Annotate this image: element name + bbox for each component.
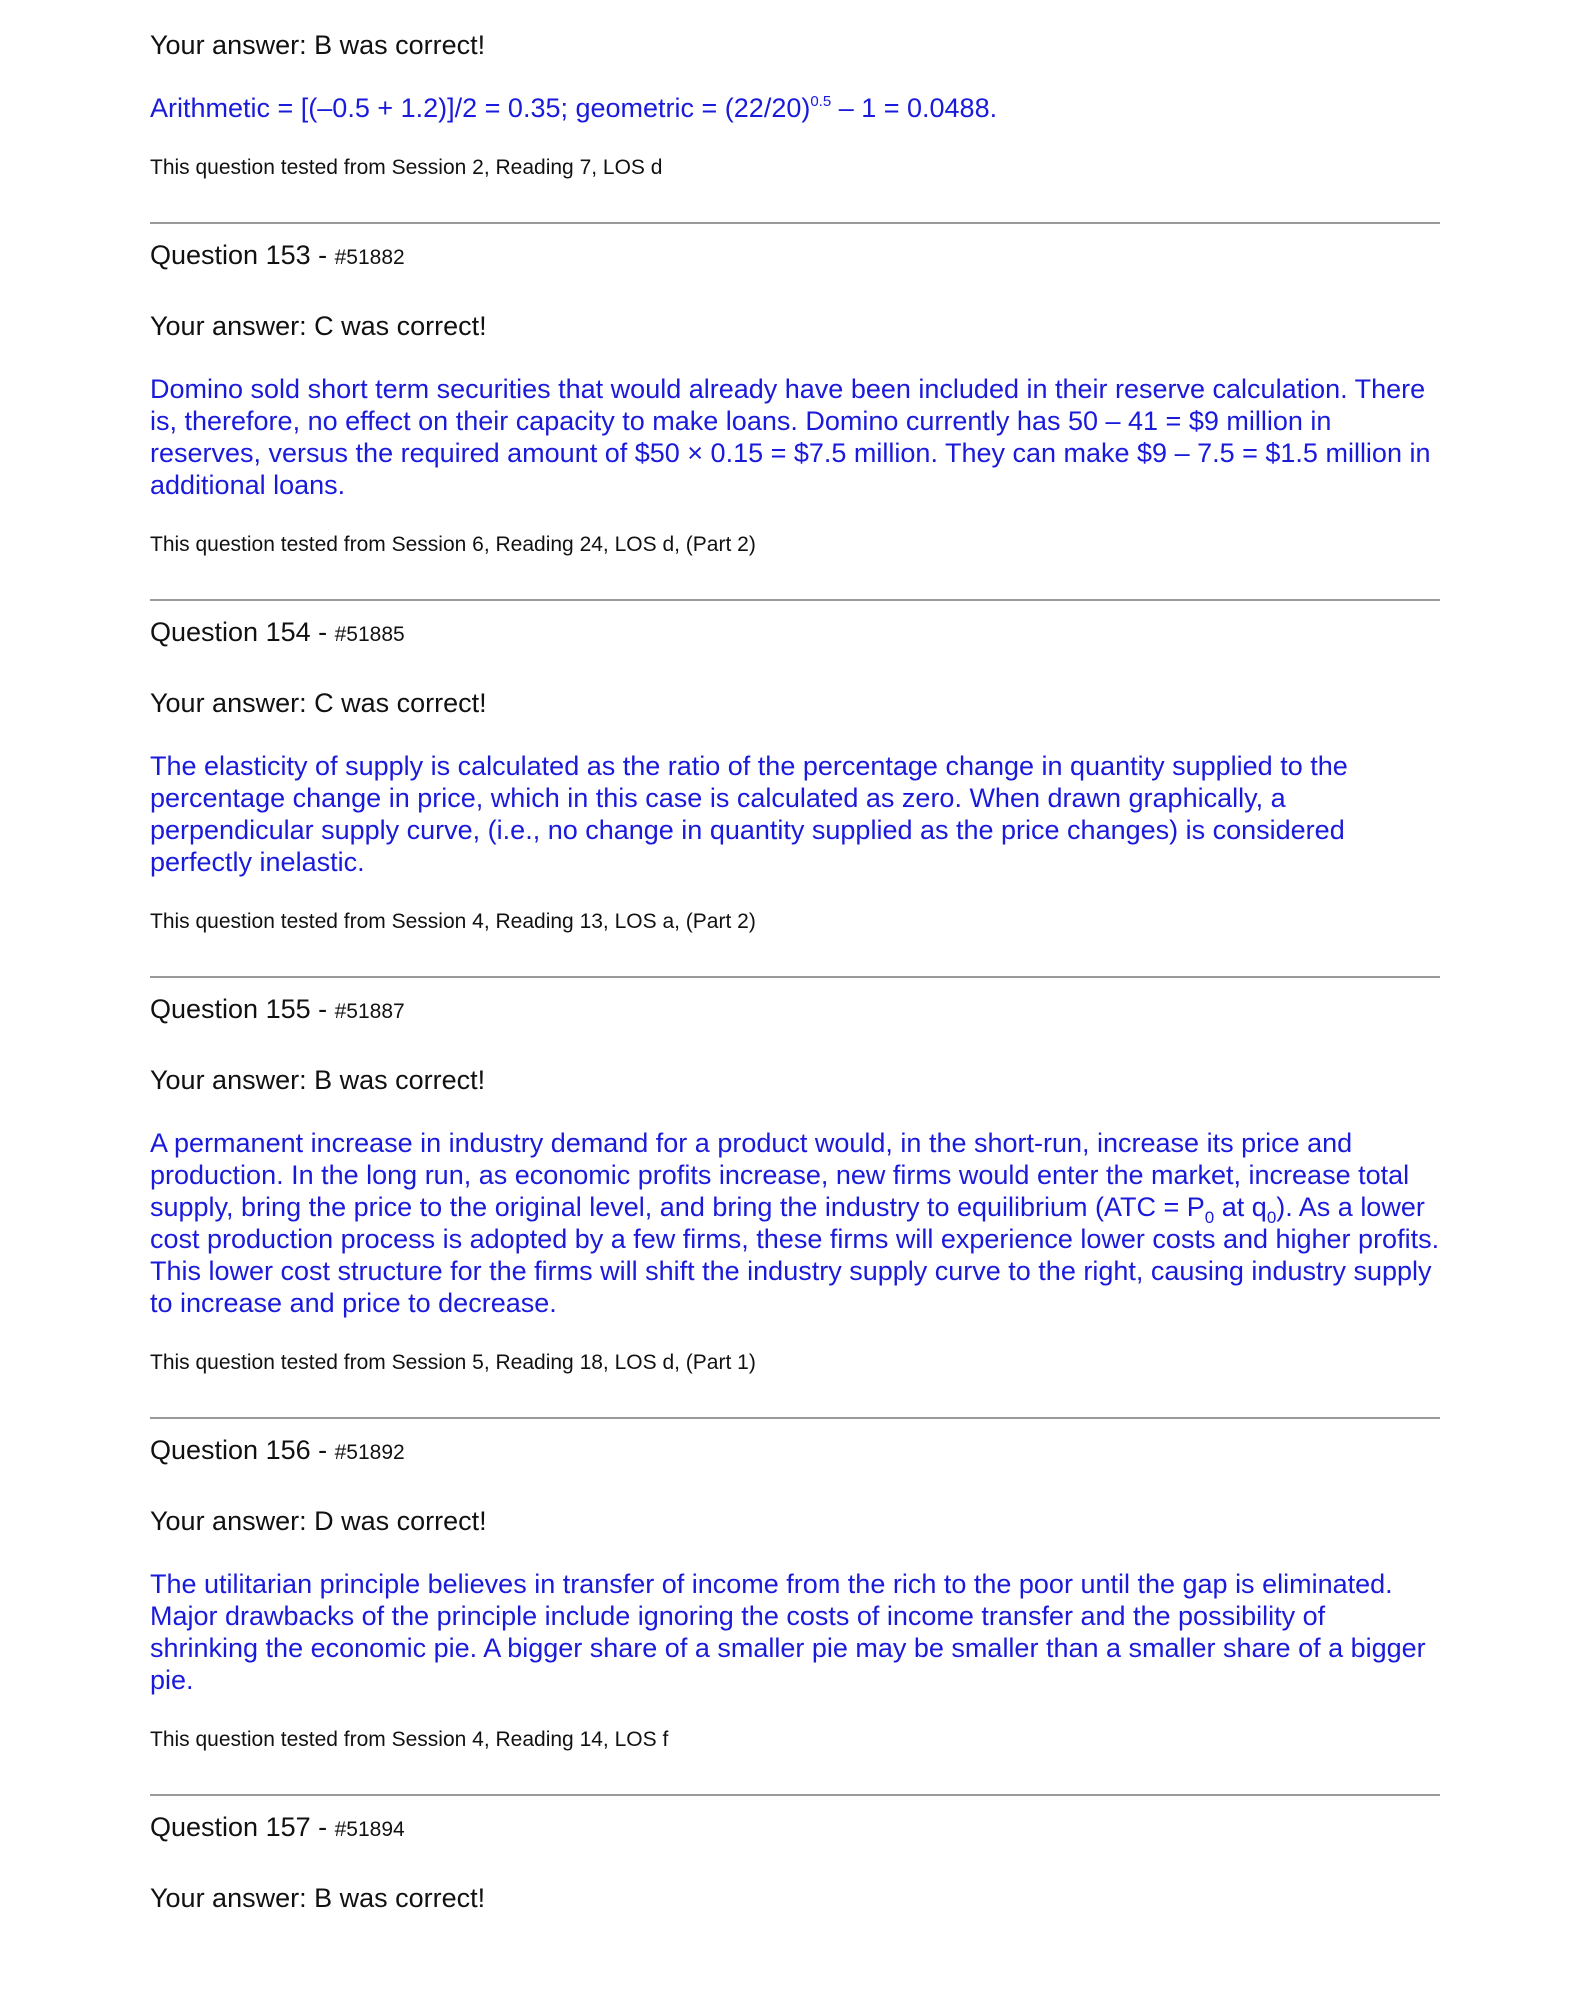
question-source: This question tested from Session 6, Reading 24, LOS d, (Part 2) xyxy=(150,533,756,556)
question-block-156 xyxy=(150,1433,1440,1754)
answer-result: Your answer: C was correct! xyxy=(150,311,487,341)
question-block-153 xyxy=(150,238,1440,559)
answer-result: Your answer: C was correct! xyxy=(150,688,487,718)
question-id: #51892 xyxy=(334,1441,405,1464)
question-header: Question 153 - #51882 xyxy=(150,240,405,270)
question-header: Question 157 - #51894 xyxy=(150,1812,405,1842)
question-number: Question 157 xyxy=(150,1812,311,1842)
question-id: #51885 xyxy=(334,623,405,646)
question-header: Question 155 - #51887 xyxy=(150,994,405,1024)
divider xyxy=(150,222,1440,224)
answer-result: Your answer: B was correct! xyxy=(150,30,486,60)
question-block-152 xyxy=(150,28,1440,182)
answer-explanation: Domino sold short term securities that would already have been included in their reserve calculation. There is, therefore, no effect on their capacity to make loans. Domino currently has 50 – 41 = $9 million in reserves, versus the required amount of $50 × 0.15 = $7.5 million. They can make $9 – 7.5 = $1.5 million in additional loans. xyxy=(150,374,1431,500)
question-source: This question tested from Session 4, Reading 14, LOS f xyxy=(150,1728,669,1751)
question-block-154 xyxy=(150,615,1440,936)
divider xyxy=(150,1417,1440,1419)
answer-result: Your answer: B was correct! xyxy=(150,1883,486,1913)
divider xyxy=(150,1794,1440,1796)
question-header: Question 156 - #51892 xyxy=(150,1435,405,1465)
answer-explanation: The utilitarian principle believes in transfer of income from the rich to the poor until the gap is eliminated. Major drawbacks of the principle include ignoring the costs of income transfer and the possibility of shrinking the economic pie. A bigger share of a smaller pie may be smaller than a smaller share of a bigger pie. xyxy=(150,1569,1426,1695)
answer-result: Your answer: B was correct! xyxy=(150,1065,486,1095)
answer-result: Your answer: D was correct! xyxy=(150,1506,487,1536)
divider xyxy=(150,976,1440,978)
question-id: #51882 xyxy=(334,246,405,269)
question-review-page xyxy=(150,28,1440,1915)
divider xyxy=(150,599,1440,601)
question-source: This question tested from Session 5, Reading 18, LOS d, (Part 1) xyxy=(150,1351,756,1374)
answer-explanation: Arithmetic = [(–0.5 + 1.2)]/2 = 0.35; geometric = $(22/20)^{0.5} - 1 = 0.0488$. xyxy=(150,93,998,123)
question-block-157 xyxy=(150,1810,1440,1915)
question-block-155 xyxy=(150,992,1440,1377)
answer-explanation: The elasticity of supply is calculated as the ratio of the percentage change in quantity supplied to the percentage change in price, which in this case is calculated as zero. When drawn graphically, a perpendicular supply curve, (i.e., no change in quantity supplied as the price changes) is considered perfectly inelastic. xyxy=(150,751,1348,877)
answer-explanation: A permanent increase in industry demand for a product would, in the short-run, increase its price and production. In the long run, as economic profits increase, new firms would enter the market, increase total supply, bring the price to the original level, and bring the industry to equilibrium ($ATC = P_0$ at $q_0$). As a lower cost production process is adopted by a few firms, these firms will experience lower costs and higher profits. This lower cost structure for the firms will shift the industry supply curve to the right, causing industry supply to increase and price to decrease. xyxy=(150,1128,1440,1318)
question-id: #51887 xyxy=(334,1000,405,1023)
question-source: This question tested from Session 2, Reading 7, LOS d xyxy=(150,156,663,179)
question-header: Question 154 - #51885 xyxy=(150,617,405,647)
question-id: #51894 xyxy=(334,1818,405,1841)
question-number: Question 155 xyxy=(150,994,311,1024)
question-number: Question 153 xyxy=(150,240,311,270)
question-source: This question tested from Session 4, Reading 13, LOS a, (Part 2) xyxy=(150,910,756,933)
question-number: Question 156 xyxy=(150,1435,311,1465)
question-number: Question 154 xyxy=(150,617,311,647)
